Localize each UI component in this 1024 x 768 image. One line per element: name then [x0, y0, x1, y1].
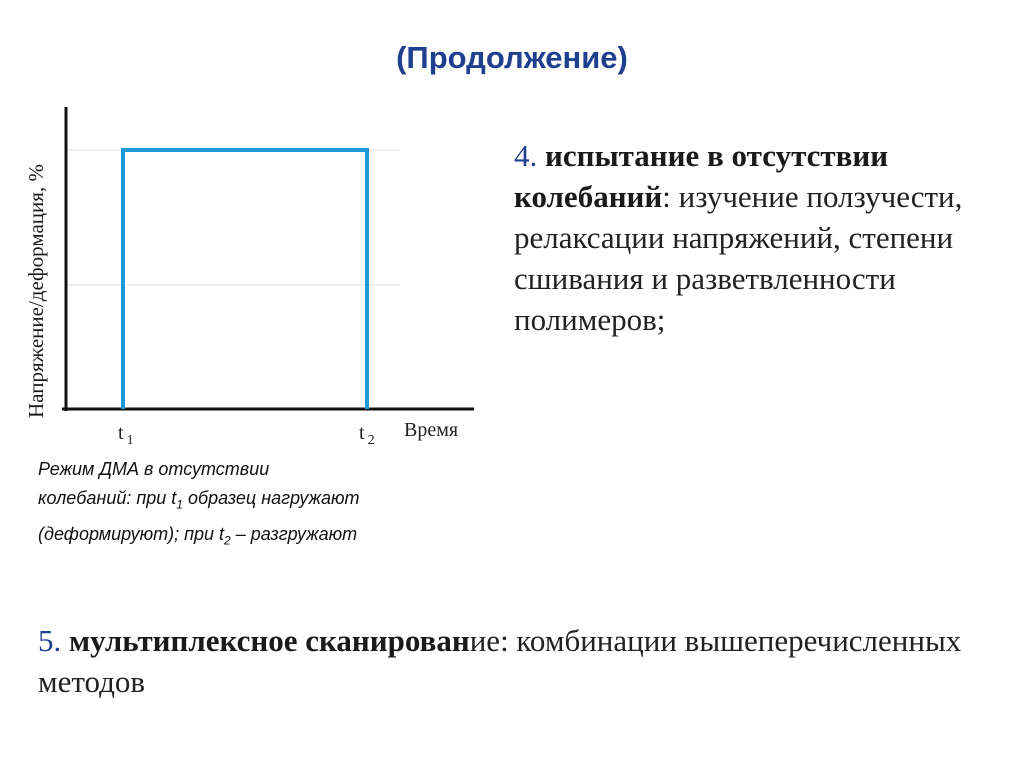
item-term: мультиплексное сканирован [69, 623, 470, 658]
slide-title: (Продолжение) [396, 40, 628, 75]
t2-label: t $_2$ [359, 422, 375, 448]
item-description: ие: комбинации вышеперечисленных методов [38, 623, 962, 699]
item-description: : изучение ползучести, релаксации напряжений, степени сшивания и разветвленности полимеров; [514, 179, 963, 337]
load-pulse [123, 150, 367, 409]
t1-label: t $_1$ [118, 422, 134, 448]
caption-line: (деформируют); при $t_2$ – разгружают [38, 523, 358, 548]
item-number: 5. [38, 623, 62, 658]
item-number: 4. [514, 138, 538, 173]
item-term: испытание в отсутствии колебаний [514, 138, 889, 214]
figure-caption [38, 455, 458, 555]
list-item-5 [38, 620, 988, 702]
list-item-4 [514, 135, 994, 340]
pulse-diagram [0, 95, 480, 455]
y-axis-label: Напряжение/деформация, % [24, 164, 48, 418]
caption-line: Режим ДМА в отсутствии [38, 459, 270, 479]
x-axis-label: Время [404, 419, 459, 441]
caption-line: колебаний: при $t_1$ образец нагружают [38, 488, 360, 512]
